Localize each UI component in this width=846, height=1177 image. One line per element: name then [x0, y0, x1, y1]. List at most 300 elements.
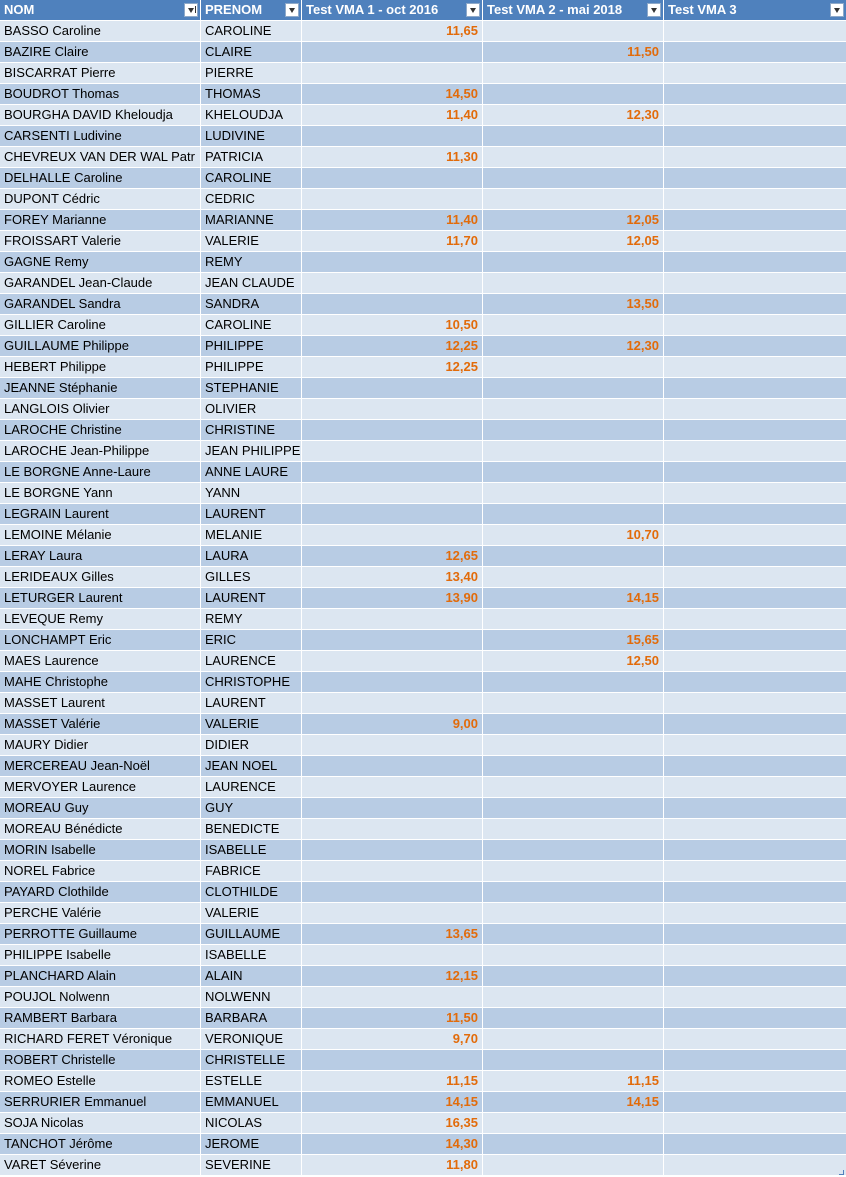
cell-test-vma-3[interactable] — [664, 903, 846, 924]
cell-test-vma-2[interactable] — [483, 714, 664, 735]
cell-prenom[interactable]: EMMANUEL — [201, 1092, 302, 1113]
cell-nom[interactable]: BOUDROT Thomas — [0, 84, 201, 105]
cell-nom[interactable]: MAURY Didier — [0, 735, 201, 756]
cell-nom[interactable]: MAHE Christophe — [0, 672, 201, 693]
cell-test-vma-1[interactable]: 14,30 — [302, 1134, 483, 1155]
cell-test-vma-1[interactable]: 12,15 — [302, 966, 483, 987]
cell-prenom[interactable]: ESTELLE — [201, 1071, 302, 1092]
cell-test-vma-3[interactable] — [664, 21, 846, 42]
cell-nom[interactable]: POUJOL Nolwenn — [0, 987, 201, 1008]
cell-test-vma-1[interactable] — [302, 798, 483, 819]
cell-test-vma-3[interactable] — [664, 63, 846, 84]
cell-test-vma-2[interactable] — [483, 21, 664, 42]
cell-prenom[interactable]: NICOLAS — [201, 1113, 302, 1134]
cell-nom[interactable]: LERAY Laura — [0, 546, 201, 567]
cell-test-vma-3[interactable] — [664, 294, 846, 315]
cell-prenom[interactable]: GUILLAUME — [201, 924, 302, 945]
cell-nom[interactable]: NOREL Fabrice — [0, 861, 201, 882]
cell-test-vma-3[interactable] — [664, 462, 846, 483]
cell-test-vma-1[interactable] — [302, 861, 483, 882]
filter-dropdown-icon[interactable] — [285, 3, 299, 17]
cell-nom[interactable]: PERCHE Valérie — [0, 903, 201, 924]
cell-prenom[interactable]: LAURENT — [201, 693, 302, 714]
cell-test-vma-3[interactable] — [664, 399, 846, 420]
cell-test-vma-1[interactable] — [302, 777, 483, 798]
cell-test-vma-1[interactable]: 14,15 — [302, 1092, 483, 1113]
cell-test-vma-2[interactable] — [483, 315, 664, 336]
filter-dropdown-icon[interactable] — [830, 3, 844, 17]
cell-prenom[interactable]: CHRISTOPHE — [201, 672, 302, 693]
cell-test-vma-2[interactable] — [483, 777, 664, 798]
cell-test-vma-1[interactable]: 11,40 — [302, 210, 483, 231]
cell-test-vma-2[interactable] — [483, 819, 664, 840]
cell-nom[interactable]: LAROCHE Jean-Philippe — [0, 441, 201, 462]
cell-prenom[interactable]: ISABELLE — [201, 840, 302, 861]
cell-test-vma-1[interactable]: 11,50 — [302, 1008, 483, 1029]
cell-test-vma-1[interactable] — [302, 189, 483, 210]
table-row — [0, 210, 846, 231]
cell-test-vma-2[interactable] — [483, 924, 664, 945]
cell-test-vma-2[interactable] — [483, 735, 664, 756]
cell-test-vma-3[interactable] — [664, 945, 846, 966]
cell-nom[interactable]: MASSET Laurent — [0, 693, 201, 714]
cell-nom[interactable]: BAZIRE Claire — [0, 42, 201, 63]
cell-nom[interactable]: ROMEO Estelle — [0, 1071, 201, 1092]
cell-test-vma-3[interactable] — [664, 126, 846, 147]
cell-test-vma-1[interactable]: 11,80 — [302, 1155, 483, 1176]
cell-test-vma-3[interactable] — [664, 84, 846, 105]
cell-test-vma-3[interactable] — [664, 147, 846, 168]
cell-test-vma-1[interactable] — [302, 42, 483, 63]
table-row — [0, 819, 846, 840]
cell-prenom[interactable]: REMY — [201, 252, 302, 273]
cell-prenom[interactable]: JEAN CLAUDE — [201, 273, 302, 294]
cell-test-vma-2[interactable] — [483, 168, 664, 189]
cell-test-vma-1[interactable]: 13,90 — [302, 588, 483, 609]
cell-test-vma-1[interactable]: 9,00 — [302, 714, 483, 735]
cell-test-vma-1[interactable]: 11,15 — [302, 1071, 483, 1092]
cell-nom[interactable]: MASSET Valérie — [0, 714, 201, 735]
cell-test-vma-1[interactable] — [302, 1050, 483, 1071]
cell-nom[interactable]: LETURGER Laurent — [0, 588, 201, 609]
cell-test-vma-1[interactable] — [302, 294, 483, 315]
cell-test-vma-1[interactable]: 12,65 — [302, 546, 483, 567]
cell-test-vma-3[interactable] — [664, 168, 846, 189]
cell-test-vma-2[interactable] — [483, 882, 664, 903]
cell-prenom[interactable]: LAURENT — [201, 588, 302, 609]
cell-test-vma-1[interactable]: 11,40 — [302, 105, 483, 126]
table-row — [0, 672, 846, 693]
cell-test-vma-1[interactable] — [302, 504, 483, 525]
cell-prenom[interactable]: ALAIN — [201, 966, 302, 987]
cell-test-vma-1[interactable] — [302, 987, 483, 1008]
cell-test-vma-2[interactable]: 11,50 — [483, 42, 664, 63]
cell-prenom[interactable]: MELANIE — [201, 525, 302, 546]
cell-test-vma-2[interactable] — [483, 987, 664, 1008]
cell-nom[interactable]: BASSO Caroline — [0, 21, 201, 42]
cell-prenom[interactable]: CEDRIC — [201, 189, 302, 210]
cell-test-vma-3[interactable] — [664, 756, 846, 777]
cell-test-vma-2[interactable] — [483, 147, 664, 168]
table-row — [0, 462, 846, 483]
cell-prenom[interactable]: ISABELLE — [201, 945, 302, 966]
cell-test-vma-2[interactable]: 14,15 — [483, 588, 664, 609]
cell-test-vma-3[interactable] — [664, 189, 846, 210]
cell-prenom[interactable]: LAURENCE — [201, 651, 302, 672]
cell-test-vma-1[interactable] — [302, 273, 483, 294]
cell-test-vma-3[interactable] — [664, 987, 846, 1008]
cell-nom[interactable]: SERRURIER Emmanuel — [0, 1092, 201, 1113]
cell-test-vma-1[interactable] — [302, 840, 483, 861]
cell-nom[interactable]: MERVOYER Laurence — [0, 777, 201, 798]
cell-test-vma-3[interactable] — [664, 819, 846, 840]
table-row — [0, 588, 846, 609]
cell-test-vma-2[interactable] — [483, 252, 664, 273]
cell-test-vma-3[interactable] — [664, 630, 846, 651]
cell-test-vma-1[interactable]: 16,35 — [302, 1113, 483, 1134]
cell-prenom[interactable]: VALERIE — [201, 903, 302, 924]
cell-prenom[interactable]: NOLWENN — [201, 987, 302, 1008]
cell-test-vma-1[interactable] — [302, 441, 483, 462]
cell-prenom[interactable]: VALERIE — [201, 231, 302, 252]
cell-test-vma-3[interactable] — [664, 252, 846, 273]
cell-test-vma-2[interactable] — [483, 63, 664, 84]
cell-nom[interactable]: RAMBERT Barbara — [0, 1008, 201, 1029]
cell-test-vma-2[interactable] — [483, 546, 664, 567]
cell-prenom[interactable]: SANDRA — [201, 294, 302, 315]
cell-test-vma-1[interactable] — [302, 651, 483, 672]
cell-prenom[interactable]: CHRISTELLE — [201, 1050, 302, 1071]
table-row — [0, 399, 846, 420]
cell-test-vma-3[interactable] — [664, 105, 846, 126]
cell-test-vma-3[interactable] — [664, 546, 846, 567]
cell-prenom[interactable]: MARIANNE — [201, 210, 302, 231]
header-test-vma-2[interactable] — [483, 0, 664, 21]
cell-test-vma-3[interactable] — [664, 1050, 846, 1071]
cell-prenom[interactable]: PIERRE — [201, 63, 302, 84]
cell-test-vma-1[interactable] — [302, 630, 483, 651]
cell-test-vma-1[interactable] — [302, 252, 483, 273]
cell-test-vma-1[interactable] — [302, 609, 483, 630]
cell-nom[interactable]: TANCHOT Jérôme — [0, 1134, 201, 1155]
cell-nom[interactable]: GUILLAUME Philippe — [0, 336, 201, 357]
cell-test-vma-3[interactable] — [664, 966, 846, 987]
cell-nom[interactable]: LEMOINE Mélanie — [0, 525, 201, 546]
cell-test-vma-3[interactable] — [664, 693, 846, 714]
cell-test-vma-2[interactable] — [483, 1134, 664, 1155]
cell-prenom[interactable]: LAURENCE — [201, 777, 302, 798]
cell-test-vma-3[interactable] — [664, 378, 846, 399]
table-resize-handle-icon[interactable] — [839, 1170, 844, 1175]
cell-prenom[interactable]: GILLES — [201, 567, 302, 588]
cell-nom[interactable]: LANGLOIS Olivier — [0, 399, 201, 420]
cell-prenom[interactable]: REMY — [201, 609, 302, 630]
cell-test-vma-1[interactable] — [302, 672, 483, 693]
cell-test-vma-1[interactable]: 14,50 — [302, 84, 483, 105]
cell-prenom[interactable]: KHELOUDJA — [201, 105, 302, 126]
header-prenom[interactable] — [201, 0, 302, 21]
cell-prenom[interactable]: ANNE LAURE — [201, 462, 302, 483]
cell-test-vma-2[interactable] — [483, 441, 664, 462]
cell-prenom[interactable]: SEVERINE — [201, 1155, 302, 1176]
cell-test-vma-3[interactable] — [664, 1029, 846, 1050]
cell-prenom[interactable]: PHILIPPE — [201, 357, 302, 378]
cell-test-vma-1[interactable]: 13,40 — [302, 567, 483, 588]
cell-prenom[interactable]: GUY — [201, 798, 302, 819]
cell-nom[interactable]: JEANNE Stéphanie — [0, 378, 201, 399]
cell-test-vma-3[interactable] — [664, 672, 846, 693]
cell-test-vma-1[interactable]: 11,65 — [302, 21, 483, 42]
sort-filter-icon[interactable] — [184, 3, 198, 17]
cell-prenom[interactable]: BARBARA — [201, 1008, 302, 1029]
cell-test-vma-2[interactable] — [483, 357, 664, 378]
table-row — [0, 714, 846, 735]
cell-nom[interactable]: CARSENTI Ludivine — [0, 126, 201, 147]
table-row — [0, 294, 846, 315]
cell-prenom[interactable]: BENEDICTE — [201, 819, 302, 840]
filter-dropdown-icon[interactable] — [647, 3, 661, 17]
cell-test-vma-2[interactable]: 12,05 — [483, 231, 664, 252]
header-row — [0, 0, 846, 21]
cell-prenom[interactable]: VALERIE — [201, 714, 302, 735]
cell-test-vma-2[interactable] — [483, 126, 664, 147]
cell-test-vma-3[interactable] — [664, 1113, 846, 1134]
cell-nom[interactable]: VARET Séverine — [0, 1155, 201, 1176]
cell-test-vma-1[interactable] — [302, 63, 483, 84]
header-label: Test VMA 1 - oct 2016 — [306, 2, 439, 17]
cell-test-vma-2[interactable] — [483, 840, 664, 861]
header-test-vma-1[interactable] — [302, 0, 483, 21]
cell-test-vma-2[interactable]: 13,50 — [483, 294, 664, 315]
cell-test-vma-1[interactable] — [302, 420, 483, 441]
cell-test-vma-3[interactable] — [664, 1071, 846, 1092]
cell-test-vma-3[interactable] — [664, 1134, 846, 1155]
cell-test-vma-1[interactable] — [302, 882, 483, 903]
cell-test-vma-3[interactable] — [664, 924, 846, 945]
cell-test-vma-3[interactable] — [664, 567, 846, 588]
cell-prenom[interactable]: STEPHANIE — [201, 378, 302, 399]
cell-test-vma-2[interactable] — [483, 756, 664, 777]
cell-nom[interactable]: GAGNE Remy — [0, 252, 201, 273]
cell-prenom[interactable]: CHRISTINE — [201, 420, 302, 441]
cell-nom[interactable]: LONCHAMPT Eric — [0, 630, 201, 651]
cell-prenom[interactable]: LAURA — [201, 546, 302, 567]
cell-test-vma-3[interactable] — [664, 840, 846, 861]
cell-test-vma-2[interactable] — [483, 903, 664, 924]
cell-nom[interactable]: LE BORGNE Anne-Laure — [0, 462, 201, 483]
cell-prenom[interactable]: CLOTHILDE — [201, 882, 302, 903]
cell-nom[interactable]: LEVEQUE Remy — [0, 609, 201, 630]
header-nom[interactable] — [0, 0, 201, 21]
cell-test-vma-2[interactable] — [483, 462, 664, 483]
cell-prenom[interactable]: CAROLINE — [201, 21, 302, 42]
cell-test-vma-3[interactable] — [664, 525, 846, 546]
cell-test-vma-3[interactable] — [664, 315, 846, 336]
cell-test-vma-3[interactable] — [664, 1155, 846, 1176]
cell-prenom[interactable]: ERIC — [201, 630, 302, 651]
cell-nom[interactable]: MOREAU Bénédicte — [0, 819, 201, 840]
cell-test-vma-1[interactable] — [302, 483, 483, 504]
cell-test-vma-2[interactable] — [483, 567, 664, 588]
cell-test-vma-1[interactable] — [302, 945, 483, 966]
cell-test-vma-1[interactable] — [302, 735, 483, 756]
cell-test-vma-3[interactable] — [664, 609, 846, 630]
cell-test-vma-3[interactable] — [664, 420, 846, 441]
cell-prenom[interactable]: JEAN PHILIPPE — [201, 441, 302, 462]
cell-test-vma-1[interactable] — [302, 168, 483, 189]
cell-test-vma-2[interactable] — [483, 273, 664, 294]
cell-nom[interactable]: PLANCHARD Alain — [0, 966, 201, 987]
cell-nom[interactable]: ROBERT Christelle — [0, 1050, 201, 1071]
cell-nom[interactable]: PERROTTE Guillaume — [0, 924, 201, 945]
cell-test-vma-3[interactable] — [664, 273, 846, 294]
cell-test-vma-3[interactable] — [664, 798, 846, 819]
cell-prenom[interactable]: THOMAS — [201, 84, 302, 105]
cell-prenom[interactable]: YANN — [201, 483, 302, 504]
cell-nom[interactable]: BOURGHA DAVID Kheloudja — [0, 105, 201, 126]
cell-test-vma-2[interactable] — [483, 861, 664, 882]
cell-test-vma-2[interactable] — [483, 609, 664, 630]
cell-test-vma-2[interactable] — [483, 420, 664, 441]
header-test-vma-3[interactable] — [664, 0, 846, 21]
cell-nom[interactable]: GARANDEL Jean-Claude — [0, 273, 201, 294]
cell-prenom[interactable]: CAROLINE — [201, 315, 302, 336]
cell-test-vma-1[interactable] — [302, 378, 483, 399]
cell-prenom[interactable]: OLIVIER — [201, 399, 302, 420]
cell-test-vma-3[interactable] — [664, 210, 846, 231]
cell-test-vma-2[interactable] — [483, 945, 664, 966]
cell-test-vma-2[interactable] — [483, 399, 664, 420]
cell-test-vma-3[interactable] — [664, 357, 846, 378]
cell-test-vma-3[interactable] — [664, 1008, 846, 1029]
cell-test-vma-3[interactable] — [664, 231, 846, 252]
cell-test-vma-1[interactable] — [302, 693, 483, 714]
cell-test-vma-3[interactable] — [664, 777, 846, 798]
header-label: PRENOM — [205, 2, 263, 17]
cell-nom[interactable]: GARANDEL Sandra — [0, 294, 201, 315]
cell-test-vma-1[interactable] — [302, 903, 483, 924]
cell-prenom[interactable]: CLAIRE — [201, 42, 302, 63]
cell-nom[interactable]: DUPONT Cédric — [0, 189, 201, 210]
cell-test-vma-1[interactable] — [302, 462, 483, 483]
cell-nom[interactable]: GILLIER Caroline — [0, 315, 201, 336]
cell-test-vma-2[interactable] — [483, 798, 664, 819]
cell-test-vma-3[interactable] — [664, 588, 846, 609]
table-row — [0, 1092, 846, 1113]
cell-test-vma-3[interactable] — [664, 42, 846, 63]
cell-prenom[interactable]: CAROLINE — [201, 168, 302, 189]
cell-test-vma-2[interactable] — [483, 504, 664, 525]
cell-nom[interactable]: DELHALLE Caroline — [0, 168, 201, 189]
cell-test-vma-3[interactable] — [664, 336, 846, 357]
cell-test-vma-1[interactable]: 11,70 — [302, 231, 483, 252]
cell-nom[interactable]: LERIDEAUX Gilles — [0, 567, 201, 588]
cell-nom[interactable]: MAES Laurence — [0, 651, 201, 672]
cell-test-vma-1[interactable]: 11,30 — [302, 147, 483, 168]
cell-nom[interactable]: FOREY Marianne — [0, 210, 201, 231]
cell-test-vma-2[interactable] — [483, 84, 664, 105]
cell-test-vma-3[interactable] — [664, 861, 846, 882]
cell-nom[interactable]: LE BORGNE Yann — [0, 483, 201, 504]
cell-nom[interactable]: HEBERT Philippe — [0, 357, 201, 378]
cell-test-vma-2[interactable]: 11,15 — [483, 1071, 664, 1092]
cell-test-vma-2[interactable] — [483, 693, 664, 714]
cell-nom[interactable]: PAYARD Clothilde — [0, 882, 201, 903]
filter-dropdown-icon[interactable] — [466, 3, 480, 17]
cell-test-vma-2[interactable]: 15,65 — [483, 630, 664, 651]
cell-test-vma-1[interactable] — [302, 126, 483, 147]
cell-test-vma-2[interactable] — [483, 1008, 664, 1029]
cell-test-vma-2[interactable] — [483, 189, 664, 210]
table-row — [0, 903, 846, 924]
cell-test-vma-2[interactable] — [483, 378, 664, 399]
cell-nom[interactable]: MERCEREAU Jean-Noël — [0, 756, 201, 777]
cell-test-vma-2[interactable]: 10,70 — [483, 525, 664, 546]
cell-test-vma-2[interactable] — [483, 1050, 664, 1071]
cell-test-vma-1[interactable]: 12,25 — [302, 357, 483, 378]
cell-test-vma-3[interactable] — [664, 651, 846, 672]
cell-test-vma-1[interactable] — [302, 399, 483, 420]
cell-nom[interactable]: BISCARRAT Pierre — [0, 63, 201, 84]
cell-test-vma-2[interactable] — [483, 1155, 664, 1176]
cell-test-vma-3[interactable] — [664, 714, 846, 735]
cell-nom[interactable]: LAROCHE Christine — [0, 420, 201, 441]
table-row — [0, 105, 846, 126]
cell-test-vma-2[interactable] — [483, 966, 664, 987]
cell-test-vma-3[interactable] — [664, 483, 846, 504]
cell-test-vma-3[interactable] — [664, 882, 846, 903]
cell-test-vma-1[interactable] — [302, 525, 483, 546]
cell-test-vma-2[interactable]: 12,50 — [483, 651, 664, 672]
cell-test-vma-2[interactable]: 12,05 — [483, 210, 664, 231]
cell-nom[interactable]: FROISSART Valerie — [0, 231, 201, 252]
cell-prenom[interactable]: PHILIPPE — [201, 336, 302, 357]
cell-prenom[interactable]: JEAN NOEL — [201, 756, 302, 777]
cell-prenom[interactable]: FABRICE — [201, 861, 302, 882]
cell-prenom[interactable]: LUDIVINE — [201, 126, 302, 147]
cell-test-vma-1[interactable] — [302, 819, 483, 840]
cell-test-vma-2[interactable] — [483, 483, 664, 504]
cell-nom[interactable]: PHILIPPE Isabelle — [0, 945, 201, 966]
cell-test-vma-2[interactable]: 12,30 — [483, 105, 664, 126]
cell-nom[interactable]: MOREAU Guy — [0, 798, 201, 819]
cell-test-vma-2[interactable]: 12,30 — [483, 336, 664, 357]
cell-test-vma-3[interactable] — [664, 735, 846, 756]
cell-prenom[interactable]: VERONIQUE — [201, 1029, 302, 1050]
cell-test-vma-1[interactable]: 9,70 — [302, 1029, 483, 1050]
cell-test-vma-2[interactable] — [483, 1029, 664, 1050]
cell-test-vma-3[interactable] — [664, 441, 846, 462]
cell-nom[interactable]: MORIN Isabelle — [0, 840, 201, 861]
cell-test-vma-1[interactable]: 12,25 — [302, 336, 483, 357]
cell-prenom[interactable]: DIDIER — [201, 735, 302, 756]
cell-test-vma-3[interactable] — [664, 1092, 846, 1113]
cell-test-vma-2[interactable]: 14,15 — [483, 1092, 664, 1113]
cell-test-vma-1[interactable] — [302, 756, 483, 777]
cell-test-vma-1[interactable]: 13,65 — [302, 924, 483, 945]
cell-test-vma-3[interactable] — [664, 504, 846, 525]
cell-prenom[interactable]: LAURENT — [201, 504, 302, 525]
cell-nom[interactable]: LEGRAIN Laurent — [0, 504, 201, 525]
cell-nom[interactable]: CHEVREUX VAN DER WAL Patr — [0, 147, 201, 168]
cell-prenom[interactable]: JEROME — [201, 1134, 302, 1155]
cell-test-vma-2[interactable] — [483, 1113, 664, 1134]
cell-nom[interactable]: SOJA Nicolas — [0, 1113, 201, 1134]
cell-test-vma-1[interactable]: 10,50 — [302, 315, 483, 336]
cell-test-vma-2[interactable] — [483, 672, 664, 693]
cell-prenom[interactable]: PATRICIA — [201, 147, 302, 168]
cell-nom[interactable]: RICHARD FERET Véronique — [0, 1029, 201, 1050]
